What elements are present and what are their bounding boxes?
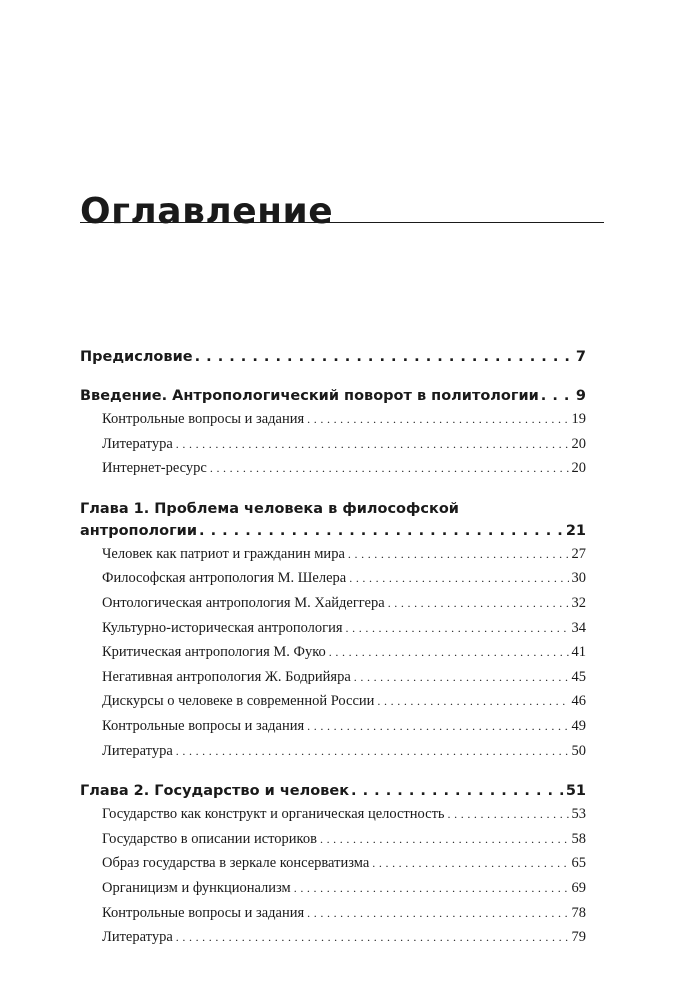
toc-subentry-label: Человек как патриот и гражданин мира xyxy=(102,545,345,562)
toc-subentry-page: 41 xyxy=(571,644,586,661)
toc-subentry[interactable] xyxy=(80,591,586,616)
dot-leader xyxy=(346,616,569,641)
table-of-contents xyxy=(80,346,586,950)
toc-entry-label: Глава 2. Государство и человек xyxy=(80,783,350,800)
dot-leader xyxy=(294,876,569,901)
toc-entry-label: антропологии xyxy=(80,522,198,539)
toc-entry-page: 51 xyxy=(565,783,586,800)
toc-subentry[interactable] xyxy=(80,407,586,432)
toc-subentry-label: Литература xyxy=(102,742,173,759)
toc-subentry-page: 58 xyxy=(571,830,586,847)
toc-subentry-page: 78 xyxy=(571,904,586,921)
toc-subentry-label: Органицизм и функционализм xyxy=(102,879,291,896)
toc-entry-page: 21 xyxy=(565,522,586,539)
toc-subentry-page: 45 xyxy=(571,668,586,685)
dot-leader xyxy=(349,566,568,591)
dot-leader xyxy=(354,665,569,690)
toc-subentry[interactable] xyxy=(80,739,586,764)
toc-subentry-page: 79 xyxy=(571,929,586,946)
toc-entry-label: Глава 1. Проблема человека в философской xyxy=(80,500,459,517)
toc-entry-page: 9 xyxy=(575,388,586,404)
dot-leader xyxy=(329,640,569,665)
toc-subentry-page: 32 xyxy=(571,594,586,611)
toc-entry-chapter1-line1[interactable] xyxy=(80,498,586,520)
toc-entry-page: 7 xyxy=(575,349,586,365)
toc-subentry[interactable] xyxy=(80,925,586,950)
toc-subentry[interactable] xyxy=(80,901,586,926)
toc-subentry-label: Контрольные вопросы и задания xyxy=(102,717,305,734)
toc-subentry[interactable] xyxy=(80,542,586,567)
dot-leader xyxy=(210,456,569,481)
toc-subentry-page: 65 xyxy=(571,855,586,872)
dot-leader xyxy=(377,689,568,714)
dot-leader xyxy=(307,901,568,926)
toc-subentry[interactable] xyxy=(80,851,586,876)
toc-subentry-page: 49 xyxy=(571,717,586,734)
toc-subentry-label: Онтологическая антропология М. Хайдеггера xyxy=(102,594,385,611)
toc-subentry-page: 46 xyxy=(571,693,586,710)
toc-subentry-page: 50 xyxy=(571,742,586,759)
toc-subentry-label: Литература xyxy=(102,929,173,946)
toc-subentry-label: Литература xyxy=(102,435,173,452)
toc-subentry[interactable] xyxy=(80,665,586,690)
dot-leader xyxy=(320,827,569,852)
toc-subentry-label: Интернет-ресурс xyxy=(102,460,207,477)
toc-subentry-label: Контрольные вопросы и задания xyxy=(102,411,305,427)
title-rule xyxy=(80,222,604,223)
toc-subentry[interactable] xyxy=(80,876,586,901)
dot-leader xyxy=(176,432,569,457)
dot-leader xyxy=(372,851,568,876)
toc-subentry-label: Образ государства в зеркале консерватизма xyxy=(102,855,370,872)
toc-entry-label: Предисловие xyxy=(80,349,193,365)
toc-subentry-page: 27 xyxy=(571,545,586,562)
toc-subentry-page: 20 xyxy=(571,460,586,477)
toc-subentry-label: Критическая антропология М. Фуко xyxy=(102,644,326,661)
dot-leader xyxy=(348,542,569,567)
dot-leader xyxy=(307,407,568,432)
toc-subentry-label: Философская антропология М. Шелера xyxy=(102,570,347,587)
toc-subentry-label: Контрольные вопросы и задания xyxy=(102,904,305,921)
dot-leader xyxy=(307,714,568,739)
toc-subentry[interactable] xyxy=(80,689,586,714)
toc-subentry-label: Негативная антропология Ж. Бодрийяра xyxy=(102,668,351,685)
toc-subentry[interactable] xyxy=(80,714,586,739)
toc-subentry-label: Дискурсы о человеке в современной России xyxy=(102,693,375,710)
dot-leader xyxy=(195,346,574,368)
page-title: Оглавление xyxy=(80,191,334,233)
dot-leader xyxy=(388,591,569,616)
toc-subentry[interactable] xyxy=(80,827,586,852)
toc-subentry[interactable] xyxy=(80,432,586,457)
toc-subentry-label: Государство в описании историков xyxy=(102,830,317,847)
dot-leader xyxy=(176,739,569,764)
toc-subentry[interactable] xyxy=(80,802,586,827)
toc-subentry-label: Культурно-историческая антропология xyxy=(102,619,343,636)
toc-subentry-page: 19 xyxy=(571,411,586,427)
toc-subentry[interactable] xyxy=(80,566,586,591)
toc-entry-intro[interactable] xyxy=(80,385,586,407)
toc-entry-label: Введение. Антропологический поворот в политологии xyxy=(80,388,539,404)
toc-subentry-page: 34 xyxy=(571,619,586,636)
dot-leader xyxy=(448,802,569,827)
toc-entry-preface[interactable] xyxy=(80,346,586,368)
toc-subentry[interactable] xyxy=(80,640,586,665)
toc-entry-chapter2[interactable] xyxy=(80,780,586,802)
toc-subentry-page: 69 xyxy=(571,879,586,896)
dot-leader xyxy=(351,780,564,802)
dot-leader xyxy=(541,385,574,407)
dot-leader xyxy=(199,520,564,542)
toc-subentry-page: 20 xyxy=(571,435,586,452)
toc-subentry[interactable] xyxy=(80,456,586,481)
toc-subentry-page: 53 xyxy=(571,806,586,823)
toc-subentry-page: 30 xyxy=(571,570,586,587)
toc-entry-chapter1[interactable] xyxy=(80,520,586,542)
toc-subentry-label: Государство как конструкт и органическая целостность xyxy=(102,806,445,823)
toc-subentry[interactable] xyxy=(80,616,586,641)
dot-leader xyxy=(176,925,569,950)
